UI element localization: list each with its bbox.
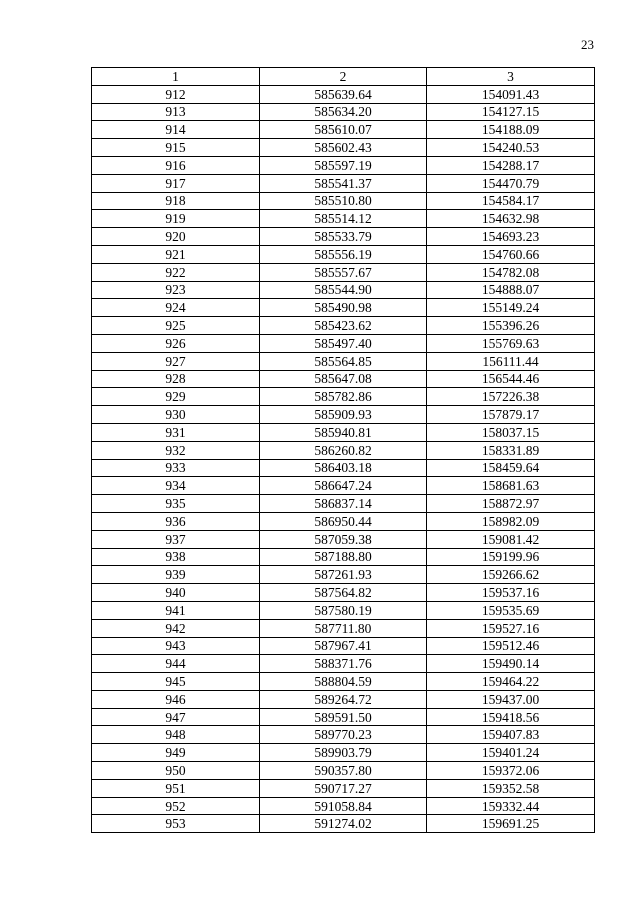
table-row bbox=[92, 495, 595, 513]
table-row bbox=[92, 477, 595, 495]
table-row bbox=[92, 619, 595, 637]
x-coordinate-cell: 587261.93 bbox=[260, 566, 427, 584]
x-coordinate-cell: 585610.07 bbox=[260, 121, 427, 139]
table-row bbox=[92, 210, 595, 228]
x-coordinate-cell: 585597.19 bbox=[260, 156, 427, 174]
x-coordinate-cell: 585647.08 bbox=[260, 370, 427, 388]
point-number-cell: 946 bbox=[92, 690, 260, 708]
y-coordinate-cell: 159372.06 bbox=[427, 762, 595, 780]
table-row bbox=[92, 263, 595, 281]
table-header-row bbox=[92, 68, 595, 86]
y-coordinate-cell: 159527.16 bbox=[427, 619, 595, 637]
x-coordinate-cell: 585556.19 bbox=[260, 245, 427, 263]
table-row bbox=[92, 690, 595, 708]
point-number-cell: 924 bbox=[92, 299, 260, 317]
point-number-cell: 934 bbox=[92, 477, 260, 495]
x-coordinate-cell: 585639.64 bbox=[260, 85, 427, 103]
table-row bbox=[92, 512, 595, 530]
point-number-cell: 948 bbox=[92, 726, 260, 744]
x-coordinate-cell: 587580.19 bbox=[260, 601, 427, 619]
y-coordinate-cell: 154091.43 bbox=[427, 85, 595, 103]
y-coordinate-cell: 159512.46 bbox=[427, 637, 595, 655]
y-coordinate-cell: 158872.97 bbox=[427, 495, 595, 513]
y-coordinate-cell: 159266.62 bbox=[427, 566, 595, 584]
y-coordinate-cell: 159691.25 bbox=[427, 815, 595, 833]
point-number-cell: 914 bbox=[92, 121, 260, 139]
point-number-cell: 933 bbox=[92, 459, 260, 477]
x-coordinate-cell: 586837.14 bbox=[260, 495, 427, 513]
table-row bbox=[92, 352, 595, 370]
table-row bbox=[92, 139, 595, 157]
y-coordinate-cell: 159490.14 bbox=[427, 655, 595, 673]
x-coordinate-cell: 587711.80 bbox=[260, 619, 427, 637]
point-number-cell: 943 bbox=[92, 637, 260, 655]
point-number-cell: 918 bbox=[92, 192, 260, 210]
x-coordinate-cell: 585533.79 bbox=[260, 228, 427, 246]
point-number-cell: 925 bbox=[92, 317, 260, 335]
y-coordinate-cell: 154240.53 bbox=[427, 139, 595, 157]
table-row bbox=[92, 779, 595, 797]
y-coordinate-cell: 158331.89 bbox=[427, 441, 595, 459]
table-row bbox=[92, 744, 595, 762]
x-coordinate-cell: 585497.40 bbox=[260, 334, 427, 352]
x-coordinate-cell: 585634.20 bbox=[260, 103, 427, 121]
table-row bbox=[92, 228, 595, 246]
x-coordinate-cell: 587967.41 bbox=[260, 637, 427, 655]
table-row bbox=[92, 370, 595, 388]
y-coordinate-cell: 154188.09 bbox=[427, 121, 595, 139]
table-row bbox=[92, 548, 595, 566]
table-row bbox=[92, 601, 595, 619]
table-row bbox=[92, 530, 595, 548]
column-header-3: 3 bbox=[427, 68, 595, 86]
table-row bbox=[92, 334, 595, 352]
point-number-cell: 945 bbox=[92, 673, 260, 691]
y-coordinate-cell: 154888.07 bbox=[427, 281, 595, 299]
y-coordinate-cell: 154760.66 bbox=[427, 245, 595, 263]
point-number-cell: 951 bbox=[92, 779, 260, 797]
y-coordinate-cell: 159537.16 bbox=[427, 584, 595, 602]
x-coordinate-cell: 585557.67 bbox=[260, 263, 427, 281]
x-coordinate-cell: 587059.38 bbox=[260, 530, 427, 548]
table-body bbox=[92, 85, 595, 832]
table-row bbox=[92, 192, 595, 210]
table-row bbox=[92, 673, 595, 691]
point-number-cell: 919 bbox=[92, 210, 260, 228]
y-coordinate-cell: 155396.26 bbox=[427, 317, 595, 335]
column-header-2: 2 bbox=[260, 68, 427, 86]
x-coordinate-cell: 589903.79 bbox=[260, 744, 427, 762]
y-coordinate-cell: 154693.23 bbox=[427, 228, 595, 246]
table-row bbox=[92, 584, 595, 602]
y-coordinate-cell: 156544.46 bbox=[427, 370, 595, 388]
y-coordinate-cell: 154782.08 bbox=[427, 263, 595, 281]
table-row bbox=[92, 762, 595, 780]
point-number-cell: 950 bbox=[92, 762, 260, 780]
table-row bbox=[92, 388, 595, 406]
x-coordinate-cell: 589770.23 bbox=[260, 726, 427, 744]
point-number-cell: 923 bbox=[92, 281, 260, 299]
x-coordinate-cell: 586950.44 bbox=[260, 512, 427, 530]
x-coordinate-cell: 585510.80 bbox=[260, 192, 427, 210]
table-row bbox=[92, 423, 595, 441]
point-number-cell: 915 bbox=[92, 139, 260, 157]
y-coordinate-cell: 154632.98 bbox=[427, 210, 595, 228]
point-number-cell: 937 bbox=[92, 530, 260, 548]
y-coordinate-cell: 159332.44 bbox=[427, 797, 595, 815]
x-coordinate-cell: 587564.82 bbox=[260, 584, 427, 602]
point-number-cell: 953 bbox=[92, 815, 260, 833]
x-coordinate-cell: 588371.76 bbox=[260, 655, 427, 673]
x-coordinate-cell: 585909.93 bbox=[260, 406, 427, 424]
table-row bbox=[92, 637, 595, 655]
x-coordinate-cell: 591274.02 bbox=[260, 815, 427, 833]
table-row bbox=[92, 566, 595, 584]
x-coordinate-cell: 590717.27 bbox=[260, 779, 427, 797]
y-coordinate-cell: 154127.15 bbox=[427, 103, 595, 121]
point-number-cell: 941 bbox=[92, 601, 260, 619]
x-coordinate-cell: 586403.18 bbox=[260, 459, 427, 477]
x-coordinate-cell: 586647.24 bbox=[260, 477, 427, 495]
y-coordinate-cell: 159352.58 bbox=[427, 779, 595, 797]
point-number-cell: 940 bbox=[92, 584, 260, 602]
point-number-cell: 944 bbox=[92, 655, 260, 673]
point-number-cell: 928 bbox=[92, 370, 260, 388]
x-coordinate-cell: 588804.59 bbox=[260, 673, 427, 691]
point-number-cell: 930 bbox=[92, 406, 260, 424]
point-number-cell: 949 bbox=[92, 744, 260, 762]
x-coordinate-cell: 589264.72 bbox=[260, 690, 427, 708]
x-coordinate-cell: 587188.80 bbox=[260, 548, 427, 566]
point-number-cell: 912 bbox=[92, 85, 260, 103]
y-coordinate-cell: 154584.17 bbox=[427, 192, 595, 210]
y-coordinate-cell: 159437.00 bbox=[427, 690, 595, 708]
y-coordinate-cell: 159401.24 bbox=[427, 744, 595, 762]
y-coordinate-cell: 159081.42 bbox=[427, 530, 595, 548]
x-coordinate-cell: 585940.81 bbox=[260, 423, 427, 441]
table-row bbox=[92, 121, 595, 139]
point-number-cell: 938 bbox=[92, 548, 260, 566]
table-row bbox=[92, 815, 595, 833]
table-row bbox=[92, 441, 595, 459]
point-number-cell: 929 bbox=[92, 388, 260, 406]
y-coordinate-cell: 158681.63 bbox=[427, 477, 595, 495]
table-row bbox=[92, 299, 595, 317]
x-coordinate-cell: 585423.62 bbox=[260, 317, 427, 335]
y-coordinate-cell: 157226.38 bbox=[427, 388, 595, 406]
page-number: 23 bbox=[581, 37, 594, 52]
y-coordinate-cell: 157879.17 bbox=[427, 406, 595, 424]
y-coordinate-cell: 159407.83 bbox=[427, 726, 595, 744]
point-number-cell: 942 bbox=[92, 619, 260, 637]
point-number-cell: 931 bbox=[92, 423, 260, 441]
table-row bbox=[92, 317, 595, 335]
coordinates-table bbox=[91, 67, 595, 833]
point-number-cell: 926 bbox=[92, 334, 260, 352]
y-coordinate-cell: 159464.22 bbox=[427, 673, 595, 691]
table-row bbox=[92, 156, 595, 174]
y-coordinate-cell: 155769.63 bbox=[427, 334, 595, 352]
x-coordinate-cell: 589591.50 bbox=[260, 708, 427, 726]
y-coordinate-cell: 158459.64 bbox=[427, 459, 595, 477]
point-number-cell: 939 bbox=[92, 566, 260, 584]
x-coordinate-cell: 585564.85 bbox=[260, 352, 427, 370]
point-number-cell: 927 bbox=[92, 352, 260, 370]
y-coordinate-cell: 158037.15 bbox=[427, 423, 595, 441]
table-row bbox=[92, 797, 595, 815]
y-coordinate-cell: 154288.17 bbox=[427, 156, 595, 174]
x-coordinate-cell: 585541.37 bbox=[260, 174, 427, 192]
y-coordinate-cell: 158982.09 bbox=[427, 512, 595, 530]
point-number-cell: 936 bbox=[92, 512, 260, 530]
x-coordinate-cell: 585602.43 bbox=[260, 139, 427, 157]
table-row bbox=[92, 174, 595, 192]
table-row bbox=[92, 655, 595, 673]
point-number-cell: 917 bbox=[92, 174, 260, 192]
y-coordinate-cell: 159199.96 bbox=[427, 548, 595, 566]
x-coordinate-cell: 590357.80 bbox=[260, 762, 427, 780]
column-header-1: 1 bbox=[92, 68, 260, 86]
x-coordinate-cell: 586260.82 bbox=[260, 441, 427, 459]
y-coordinate-cell: 159535.69 bbox=[427, 601, 595, 619]
table-row bbox=[92, 245, 595, 263]
x-coordinate-cell: 591058.84 bbox=[260, 797, 427, 815]
point-number-cell: 932 bbox=[92, 441, 260, 459]
point-number-cell: 916 bbox=[92, 156, 260, 174]
point-number-cell: 947 bbox=[92, 708, 260, 726]
point-number-cell: 952 bbox=[92, 797, 260, 815]
table-row bbox=[92, 103, 595, 121]
point-number-cell: 922 bbox=[92, 263, 260, 281]
table-row bbox=[92, 459, 595, 477]
point-number-cell: 920 bbox=[92, 228, 260, 246]
table-row bbox=[92, 726, 595, 744]
x-coordinate-cell: 585514.12 bbox=[260, 210, 427, 228]
table-row bbox=[92, 708, 595, 726]
x-coordinate-cell: 585782.86 bbox=[260, 388, 427, 406]
point-number-cell: 921 bbox=[92, 245, 260, 263]
x-coordinate-cell: 585544.90 bbox=[260, 281, 427, 299]
y-coordinate-cell: 155149.24 bbox=[427, 299, 595, 317]
point-number-cell: 935 bbox=[92, 495, 260, 513]
table-row bbox=[92, 281, 595, 299]
table-row bbox=[92, 85, 595, 103]
point-number-cell: 913 bbox=[92, 103, 260, 121]
y-coordinate-cell: 156111.44 bbox=[427, 352, 595, 370]
x-coordinate-cell: 585490.98 bbox=[260, 299, 427, 317]
y-coordinate-cell: 154470.79 bbox=[427, 174, 595, 192]
table-row bbox=[92, 406, 595, 424]
y-coordinate-cell: 159418.56 bbox=[427, 708, 595, 726]
